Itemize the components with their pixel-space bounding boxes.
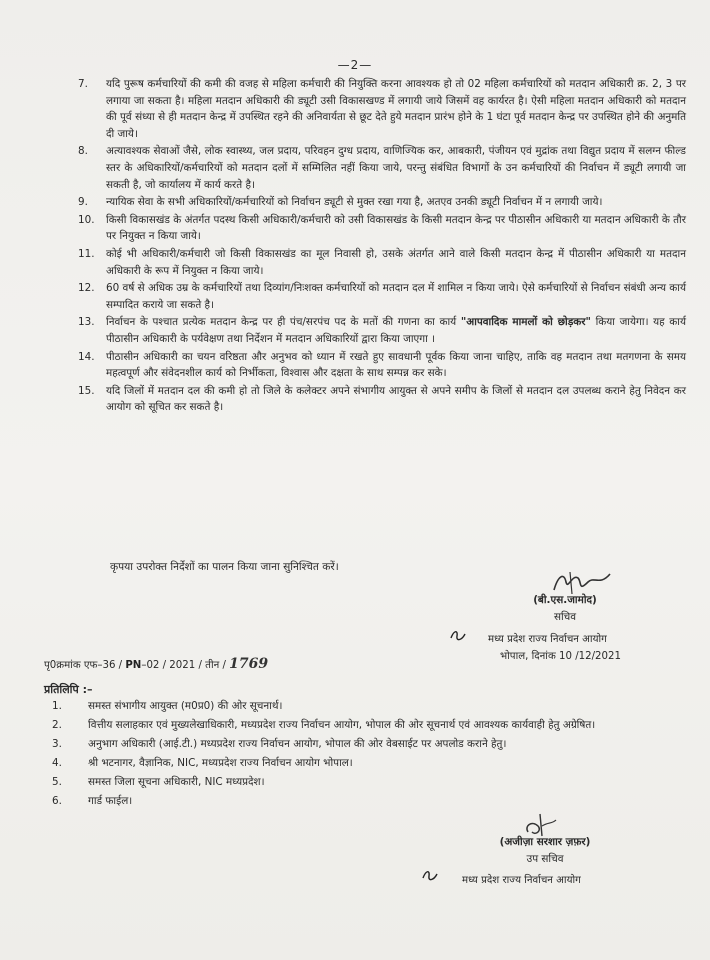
item-text-bold: "आपवादिक मामलों को छोड़कर": [460, 316, 591, 329]
ref-memo: PN: [125, 660, 142, 671]
item-number: 4.: [52, 757, 62, 769]
ref-mid: –02 / 2021 / तीन /: [141, 660, 230, 671]
item-text: निर्वाचन के पश्चात प्रत्येक मतदान केन्द्र पर ही पंच/सरपंच पद के मतों की गणना का कार्य: [106, 316, 461, 329]
item-number: 14.: [78, 350, 95, 363]
office-name: मध्य प्रदेश राज्य निर्वाचन आयोग: [462, 875, 581, 886]
item-text: न्यायिक सेवा के सभी अधिकारियों/कर्मचारियों को निर्वाचन ड्यूटी से मुक्त रखा गया है, अतएव उनकी ड्यूटी निर्वाचन में न लगायी जाये।: [106, 196, 603, 209]
copy-item: [52, 755, 682, 771]
item-number: 5.: [52, 776, 62, 788]
item-text: पीठासीन अधिकारी का चयन वरिष्ठता और अनुभव को ध्यान में रखते हुए सावधानी पूर्वक किया जाना चाहिए, ताकि वह मतदान तथा मतगणना के समय महत्वपूर्ण और संवेदनशील कार्य को निर्भीकता, विश्वास और दक्षता के साथ सम्पन्न कर सके।: [106, 350, 686, 380]
copy-item: [52, 736, 682, 752]
item-number: 3.: [52, 738, 62, 750]
copy-item: [52, 698, 682, 714]
item-text: समस्त जिला सूचना अधिकारी, NIC मध्यप्रदेश।: [88, 776, 265, 788]
signatory-deputy-secretary: [470, 834, 620, 868]
instruction-item-15: [78, 383, 686, 416]
item-number: 2.: [52, 719, 62, 731]
copy-item: [52, 774, 682, 790]
item-number: 8.: [78, 145, 88, 158]
signatory-secretary: [510, 592, 620, 626]
item-text: यदि पुरूष कर्मचारियों की कमी की वजह से महिला कर्मचारी की नियुक्ति करना आवश्यक हो तो 02 महिला कर्मचारियों को मतदान अधिकारी क्र. 2, 3 पर लगाया जा सकता है। महिला मतदान अधिकारी की ड्यूटी उसी विकासखण्ड में लगायी जाये जिसमें वह कार्यरत है। ऐसी महिला मतदान अधिकारी को मतदान की पूर्व संध्या से ही मतदान केन्द्र में उपस्थित रहने की अनिवार्यता से छूट देते हुये मतदान प्रारंभ होने के 1 घंटा पूर्व मतदान केन्द्र पर उपस्थित होने की अनुमति दी जाये।: [106, 78, 686, 140]
ref-handwritten-number: 1769: [229, 656, 269, 672]
instruction-item-9: [78, 194, 686, 211]
item-text: गार्ड फाईल।: [88, 795, 133, 807]
item-text: श्री भटनागर, वैज्ञानिक, NIC, मध्यप्रदेश राज्य निर्वाचन आयोग भोपाल।: [88, 757, 353, 769]
item-text: 60 वर्ष से अधिक उम्र के कर्मचारियों तथा दिव्यांग/निःशक्त कर्मचारियों को मतदान दल में शामिल न किया जाये। ऐसे कर्मचारियों से निर्वाचन संबंधी अन्य कार्य सम्पादित कराये जा सकते है।: [106, 282, 686, 311]
office-name: मध्य प्रदेश राज्य निर्वाचन आयोग: [488, 634, 607, 645]
item-text: किया जायेगा। यह कार्य पीठासीन अधिकारी के पर्यवेक्षण तथा निर्देशन में मतदान अधिकारियों द्वारा किया जाएगा ।: [106, 316, 687, 345]
signatory-name: (अजीज़ा सरशार ज़फ़र): [499, 836, 591, 848]
item-number: 7.: [78, 78, 88, 90]
signatory-designation: उप सचिव: [526, 853, 564, 865]
item-number: 11.: [78, 247, 95, 260]
place-date: भोपाल, दिनांक 10 /12/2021: [500, 651, 621, 662]
item-text: कोई भी अधिकारी/कर्मचारी जो किसी विकासखंड का मूल निवासी हो, उसके अंतर्गत आने वाले किसी मतदान केन्द्र में पीठासीन अधिकारी या मतदान अधिकारी के रूप में नियुक्त न किया जाये।: [106, 247, 686, 277]
copy-item: [52, 793, 682, 809]
page-number: —2—: [337, 58, 373, 72]
signature-initial: [420, 868, 440, 884]
copy-item: [52, 717, 682, 733]
item-text: अत्यावश्यक सेवाओं जैसे, लोक स्वास्थ्य, जल प्रदाय, परिवहन दुग्ध प्रदाय, वाणिज्यिक कर, आबकारी, पंजीयन एवं मुद्रांक तथा विद्युत प्रदाय में सलग्न फील्ड स्तर के अधिकारियों/कर्मचारियों को मतदान दलों में सम्मिलित नहीं किया जाये, परन्तु संबंधित विभागों के उन कर्मचारियों की निर्वाचन में ड्यूटी लगायी जा सकती है, जो कार्यालय में कार्य करते है।: [106, 145, 686, 191]
item-text: अनुभाग अधिकारी (आई.टी.) मध्यप्रदेश राज्य निर्वाचन आयोग, भोपाल की ओर वेबसाईट पर अपलोड कराने हेतु।: [88, 738, 507, 750]
instruction-item-12: [78, 280, 686, 313]
instruction-item-11: [78, 246, 686, 279]
item-number: 10.: [78, 213, 95, 226]
item-number: 15.: [78, 384, 95, 397]
instruction-item-8: [78, 143, 686, 193]
instruction-item-13: [78, 314, 686, 347]
ref-prefix: पृ0क्रमांक एफ–36 /: [44, 660, 126, 671]
instruction-item-14: [78, 349, 686, 382]
item-text: वित्तीय सलाहकार एवं मुख्यलेखाधिकारी, मध्यप्रदेश राज्य निर्वाचन आयोग, भोपाल की ओर सूचनार्थ एवं आवश्यक कार्यवाही हेतु अग्रेषित।: [88, 719, 596, 731]
instruction-item-10: [78, 212, 686, 245]
item-text: किसी विकासखंड के अंतर्गत पदस्थ किसी अधिकारी/कर्मचारी को उसी विकासखंड के किसी मतदान केन्द्र पर पीठासीन अधिकारी या मतदान अधिकारी के तौर पर नियुक्त न किया जाये।: [106, 213, 686, 243]
reference-number: [44, 656, 268, 672]
item-number: 13.: [78, 316, 95, 329]
copy-heading: प्रतिलिपि :–: [44, 683, 93, 696]
instruction-item-7: [78, 76, 686, 142]
copy-list: [52, 698, 682, 812]
instruction-list: [78, 76, 686, 417]
item-number: 12.: [78, 282, 95, 295]
item-number: 6.: [52, 795, 62, 807]
signatory-name: (बी.एस.जामोद): [533, 594, 597, 606]
signatory-designation: सचिव: [553, 611, 577, 623]
item-text: समस्त संभागीय आयुक्त (म0प्र0) की ओर सूचनार्थ।: [88, 700, 283, 712]
closing-line: कृपया उपरोक्त निर्देशों का पालन किया जाना सुनिश्चित करें।: [110, 561, 339, 573]
item-text: यदि जिलों में मतदान दल की कमी हो तो जिले के कलेक्टर अपने संभागीय आयुक्त से अपने समीप के जिलों से मतदान दल उपलब्ध कराने हेतु निवेदन कर आयोग को सूचित कर सकते है।: [106, 384, 686, 414]
item-number: 1.: [52, 700, 62, 712]
signature-initial: [448, 628, 468, 644]
item-number: 9.: [78, 196, 88, 209]
